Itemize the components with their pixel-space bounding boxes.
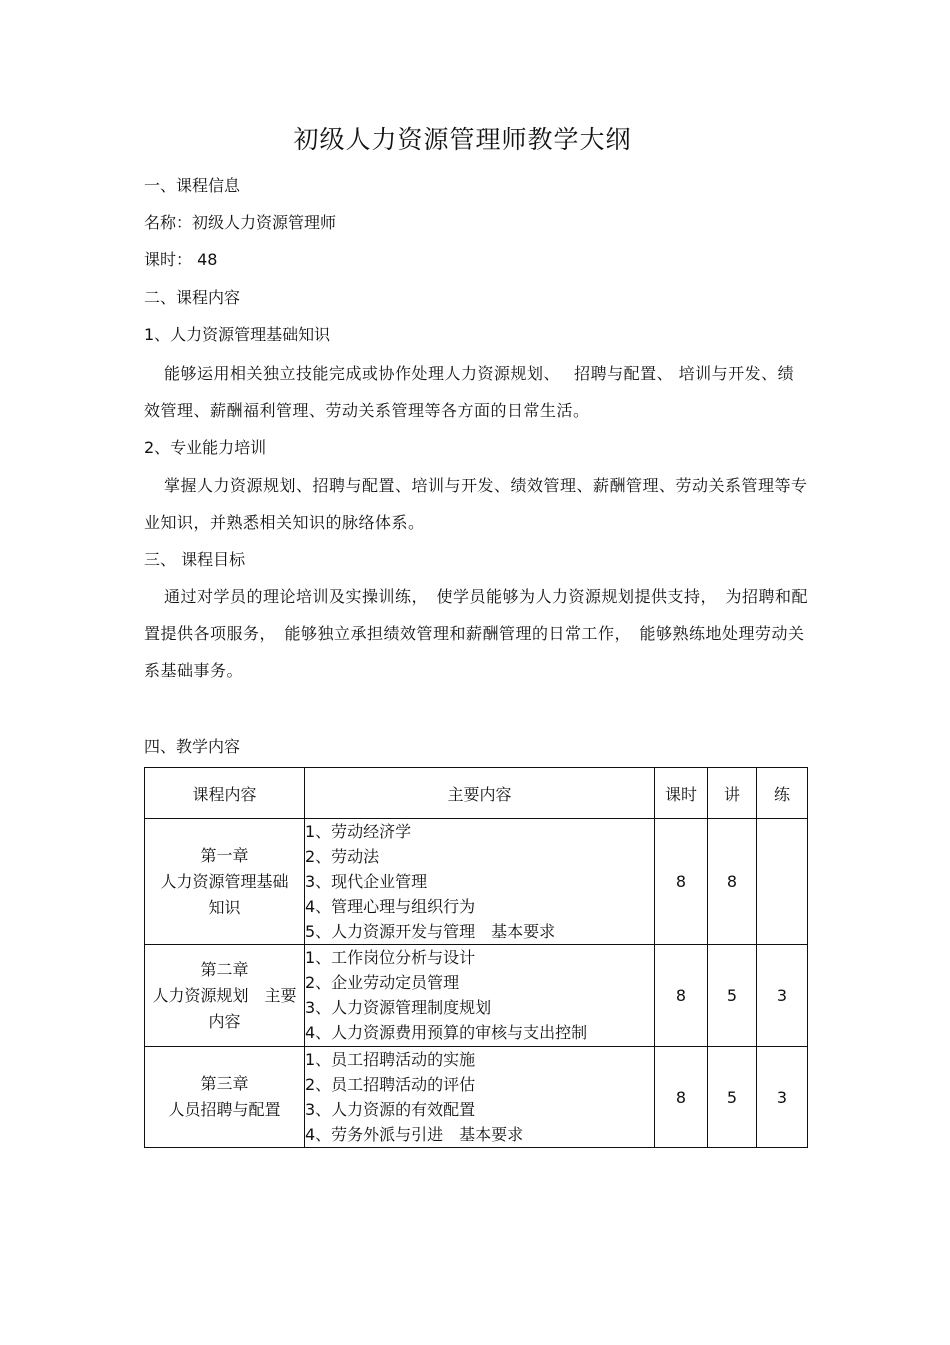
- paragraph-skills: 掌握人力资源规划、招聘与配置、培训与开发、绩效管理、薪酬管理、劳动关系管理等专业知识，并熟悉相关知识的脉络体系。: [144, 476, 808, 532]
- section-heading-goals: 三、 课程目标: [144, 550, 246, 569]
- header-practice: 练: [757, 768, 808, 819]
- items-cell: [305, 945, 655, 1047]
- chapter-title-cont: 内容: [208, 1011, 241, 1031]
- subsection-heading-skills: 2、专业能力培训: [144, 438, 267, 457]
- table-header-row: [145, 768, 808, 819]
- list-item: 2、员工招聘活动的评估: [305, 1075, 476, 1094]
- chapter-label: 第三章: [200, 1074, 249, 1093]
- paragraph-goals: 通过对学员的理论培训及实操训练， 使学员能够为人力资源规划提供支持， 为招聘和配置提供各项服务， 能够独立承担绩效管理和薪酬管理的日常工作， 能够熟练地处理劳动关系基础事务。: [144, 587, 809, 680]
- chapter-cell: [145, 1047, 305, 1148]
- list-item: 4、劳务外派与引进 基本要求: [305, 1125, 524, 1144]
- practice-cell: 3: [757, 1047, 808, 1148]
- list-item: 3、人力资源的有效配置: [305, 1100, 476, 1119]
- header-course-content: 课程内容: [145, 768, 305, 819]
- table-row: [145, 1047, 808, 1148]
- chapter-label: 第一章: [200, 845, 249, 865]
- list-item: 2、劳动法: [305, 847, 380, 866]
- list-item: 3、人力资源管理制度规划: [305, 998, 492, 1017]
- chapter-title: 人员招聘与配置: [168, 1100, 281, 1119]
- section-heading-course-info: 一、课程信息: [144, 176, 241, 195]
- list-item: 2、企业劳动定员管理: [305, 973, 460, 992]
- lecture-cell: 8: [708, 819, 757, 945]
- list-item: 4、管理心理与组织行为: [305, 897, 476, 916]
- chapter-title: 人力资源管理基础: [160, 871, 289, 891]
- items-cell: [305, 819, 655, 945]
- header-hours: 课时: [655, 768, 708, 819]
- list-item: 1、员工招聘活动的实施: [305, 1050, 476, 1069]
- subsection-heading-basics: 1、人力资源管理基础知识: [144, 325, 331, 344]
- hours-cell: 8: [655, 945, 708, 1047]
- header-lecture: 讲: [708, 768, 757, 819]
- section-heading-course-content: 二、课程内容: [144, 288, 241, 307]
- chapter-label: 第二章: [200, 959, 249, 979]
- lecture-cell: 5: [708, 945, 757, 1047]
- course-hours: 课时： 48: [144, 250, 218, 269]
- chapter-title-cont: 知识: [208, 897, 241, 917]
- chapter-cell: [145, 945, 305, 1047]
- practice-cell: 3: [757, 945, 808, 1047]
- lecture-cell: 5: [708, 1047, 757, 1148]
- items-cell: [305, 1047, 655, 1148]
- paragraph-basics: 能够运用相关独立技能完成或协作处理人力资源规划、 招聘与配置、 培训与开发、绩效管理、薪酬福利管理、劳动关系管理等各方面的日常生活。: [144, 364, 795, 420]
- chapter-title: 人力资源规划 主要: [152, 985, 297, 1005]
- chapter-cell: [145, 819, 305, 945]
- document-title: 初级人力资源管理师教学大纲: [293, 125, 632, 154]
- hours-cell: 8: [655, 1047, 708, 1148]
- syllabus-table: [144, 767, 808, 1148]
- hours-cell: 8: [655, 819, 708, 945]
- list-item: 5、人力资源开发与管理 基本要求: [305, 922, 556, 941]
- list-item: 1、劳动经济学: [305, 822, 412, 841]
- section-heading-teaching-content: 四、教学内容: [144, 737, 241, 756]
- header-main-content: 主要内容: [305, 768, 655, 819]
- table-row: [145, 819, 808, 945]
- practice-cell: [757, 819, 808, 945]
- list-item: 3、现代企业管理: [305, 872, 428, 891]
- list-item: 1、工作岗位分析与设计: [305, 948, 476, 967]
- course-name: 名称：初级人力资源管理师: [144, 213, 337, 232]
- list-item: 4、人力资源费用预算的审核与支出控制: [305, 1023, 588, 1042]
- table-row: [145, 945, 808, 1047]
